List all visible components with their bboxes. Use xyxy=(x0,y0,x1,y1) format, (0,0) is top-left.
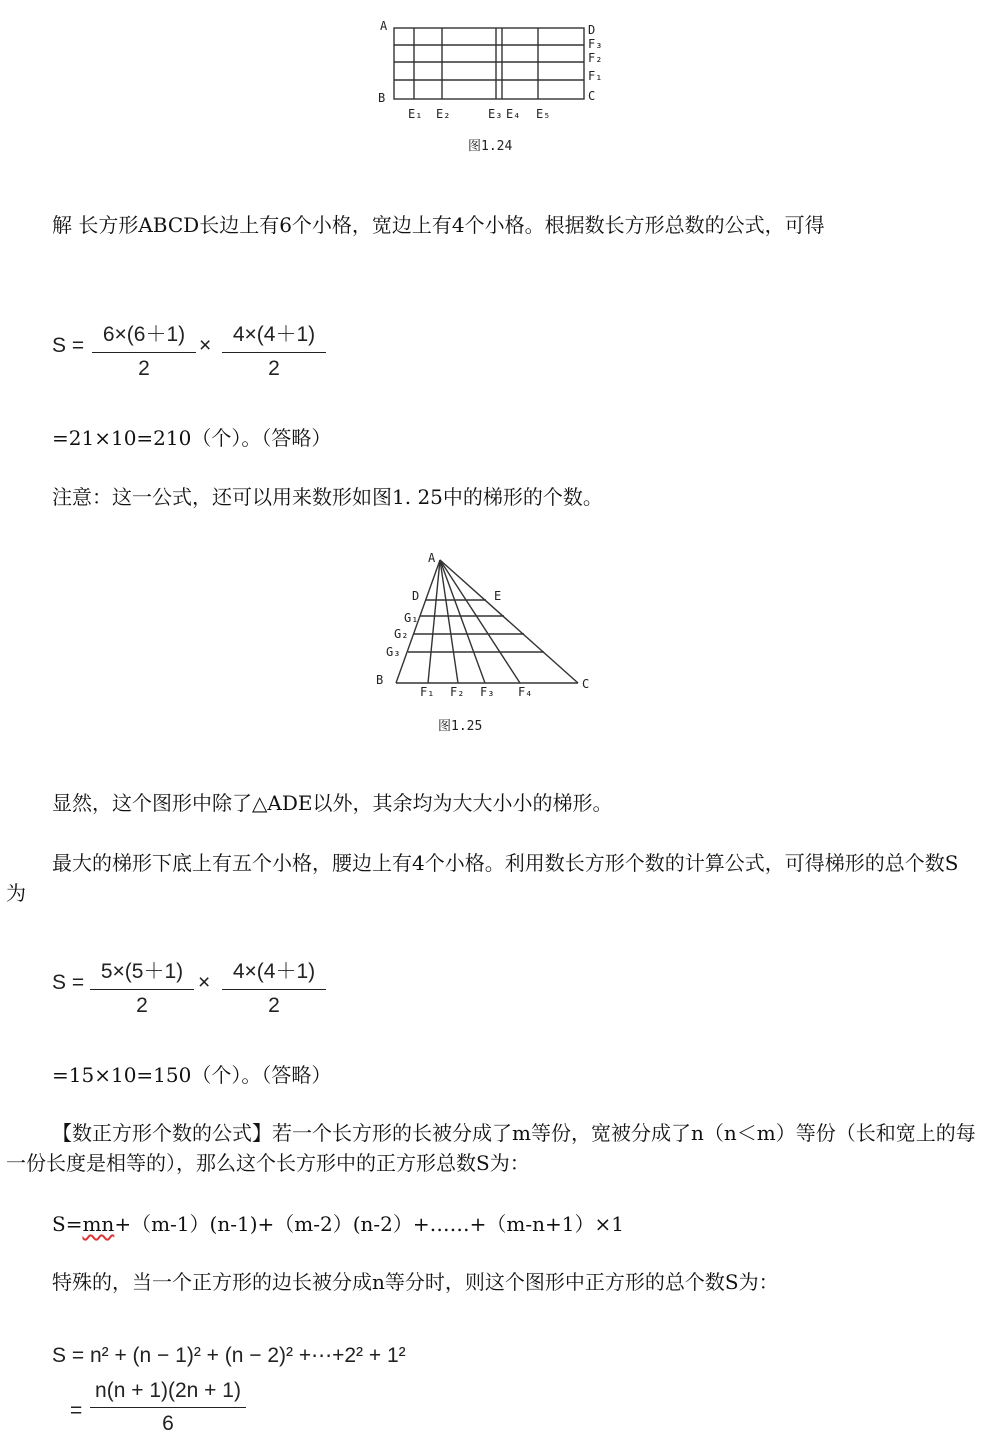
label-G2: G₂ xyxy=(394,627,409,641)
formula4-line1: S = n² + (n − 1)² + (n − 2)² +⋯+2² + 1² xyxy=(52,1344,406,1367)
figure1-caption: 图1.24 xyxy=(468,139,513,154)
formula-square-sum xyxy=(52,1343,472,1439)
trapezoid-paragraph: 最大的梯形下底上有五个小格，腰边上有4个小格。利用数长方形个数的计算公式，可得梯形的总个数S为 xyxy=(6,851,959,905)
label-E: E xyxy=(494,589,502,603)
formula3-prefix: S= xyxy=(52,1212,83,1236)
formula1-frac1-denominator: 2 xyxy=(138,357,150,380)
label-F3: F₃ xyxy=(480,685,495,699)
figure-rectangle-grid xyxy=(370,14,620,159)
formula2-fraction-2 xyxy=(222,955,326,1018)
formula2-frac2-denominator: 2 xyxy=(268,994,280,1017)
formula3-rest: +（m-1）(n-1)+（m-2）(n-2）+……+（m-n+1）×1 xyxy=(114,1212,624,1236)
label-E1: E₁ xyxy=(408,107,423,121)
formula-trapezoids xyxy=(52,955,352,1019)
formula1-times: × xyxy=(199,334,212,357)
label-E4: E₄ xyxy=(506,107,521,121)
formula2-frac1-numerator: 5×(5＋1) xyxy=(100,960,184,983)
label-A: A xyxy=(428,551,436,565)
label-F4: F₄ xyxy=(518,685,533,699)
label-D: D xyxy=(588,23,596,37)
formula1-fraction-2 xyxy=(222,318,326,381)
special-case-paragraph: 特殊的，当一个正方形的边长被分成n等分时，则这个图形中正方形的总个数S为： xyxy=(52,1270,779,1294)
figure-trapezoid-triangle xyxy=(370,548,610,740)
label-B: B xyxy=(378,91,386,105)
formula4-denominator: 6 xyxy=(162,1412,174,1435)
formula2-frac2-numerator: 4×(4＋1) xyxy=(232,960,316,983)
label-C: C xyxy=(588,89,596,103)
note-paragraph: 注意：这一公式，还可以用来数形如图1. 25中的梯形的个数。 xyxy=(52,485,603,509)
label-F2: F₂ xyxy=(450,685,465,699)
formula2-fraction-1 xyxy=(90,955,194,1018)
figure2-caption: 图1.25 xyxy=(438,719,483,734)
formula-squares xyxy=(52,1209,624,1239)
formula4-numerator: n(n + 1)(2n + 1) xyxy=(95,1379,241,1402)
square-formula-paragraph: 【数正方形个数的公式】若一个长方形的长被分成了m等份，宽被分成了n（n＜m）等份（长和宽上的每一份长度是相等的），那么这个长方形中的正方形总数S为： xyxy=(6,1121,976,1175)
result-2: =15×10=150（个）。（答略） xyxy=(52,1063,332,1087)
formula4-fraction xyxy=(90,1379,246,1436)
label-G3: G₃ xyxy=(386,645,401,659)
formula2-frac1-denominator: 2 xyxy=(136,994,148,1017)
label-C: C xyxy=(582,677,590,691)
formula2-times: × xyxy=(198,971,211,994)
formula1-frac2-denominator: 2 xyxy=(268,357,280,380)
formula1-lhs: S = xyxy=(52,334,85,357)
label-F3: F₃ xyxy=(588,37,603,51)
formula1-fraction-1 xyxy=(92,318,196,381)
label-G1: G₁ xyxy=(404,611,419,625)
formula4-equals: = xyxy=(70,1399,83,1422)
formula-rectangles xyxy=(52,318,352,382)
formula1-frac1-numerator: 6×(6＋1) xyxy=(102,323,186,346)
solution-paragraph: 解 长方形ABCD长边上有6个小格，宽边上有4个小格。根据数长方形总数的公式，可得 xyxy=(52,213,825,237)
formula3-mn: mn xyxy=(82,1212,115,1236)
formula2-lhs: S = xyxy=(52,971,85,994)
result-1: =21×10=210（个）。（答略） xyxy=(52,426,332,450)
label-B: B xyxy=(376,673,384,687)
label-A: A xyxy=(380,19,388,33)
observation-paragraph: 显然，这个图形中除了△ADE以外，其余均为大大小小的梯形。 xyxy=(52,791,613,815)
label-E3: E₃ xyxy=(488,107,503,121)
label-E5: E₅ xyxy=(536,107,551,121)
label-F1: F₁ xyxy=(588,69,603,83)
formula1-frac2-numerator: 4×(4＋1) xyxy=(232,323,316,346)
label-F1: F₁ xyxy=(420,685,435,699)
label-F2: F₂ xyxy=(588,51,603,65)
label-D: D xyxy=(412,589,420,603)
label-E2: E₂ xyxy=(436,107,451,121)
